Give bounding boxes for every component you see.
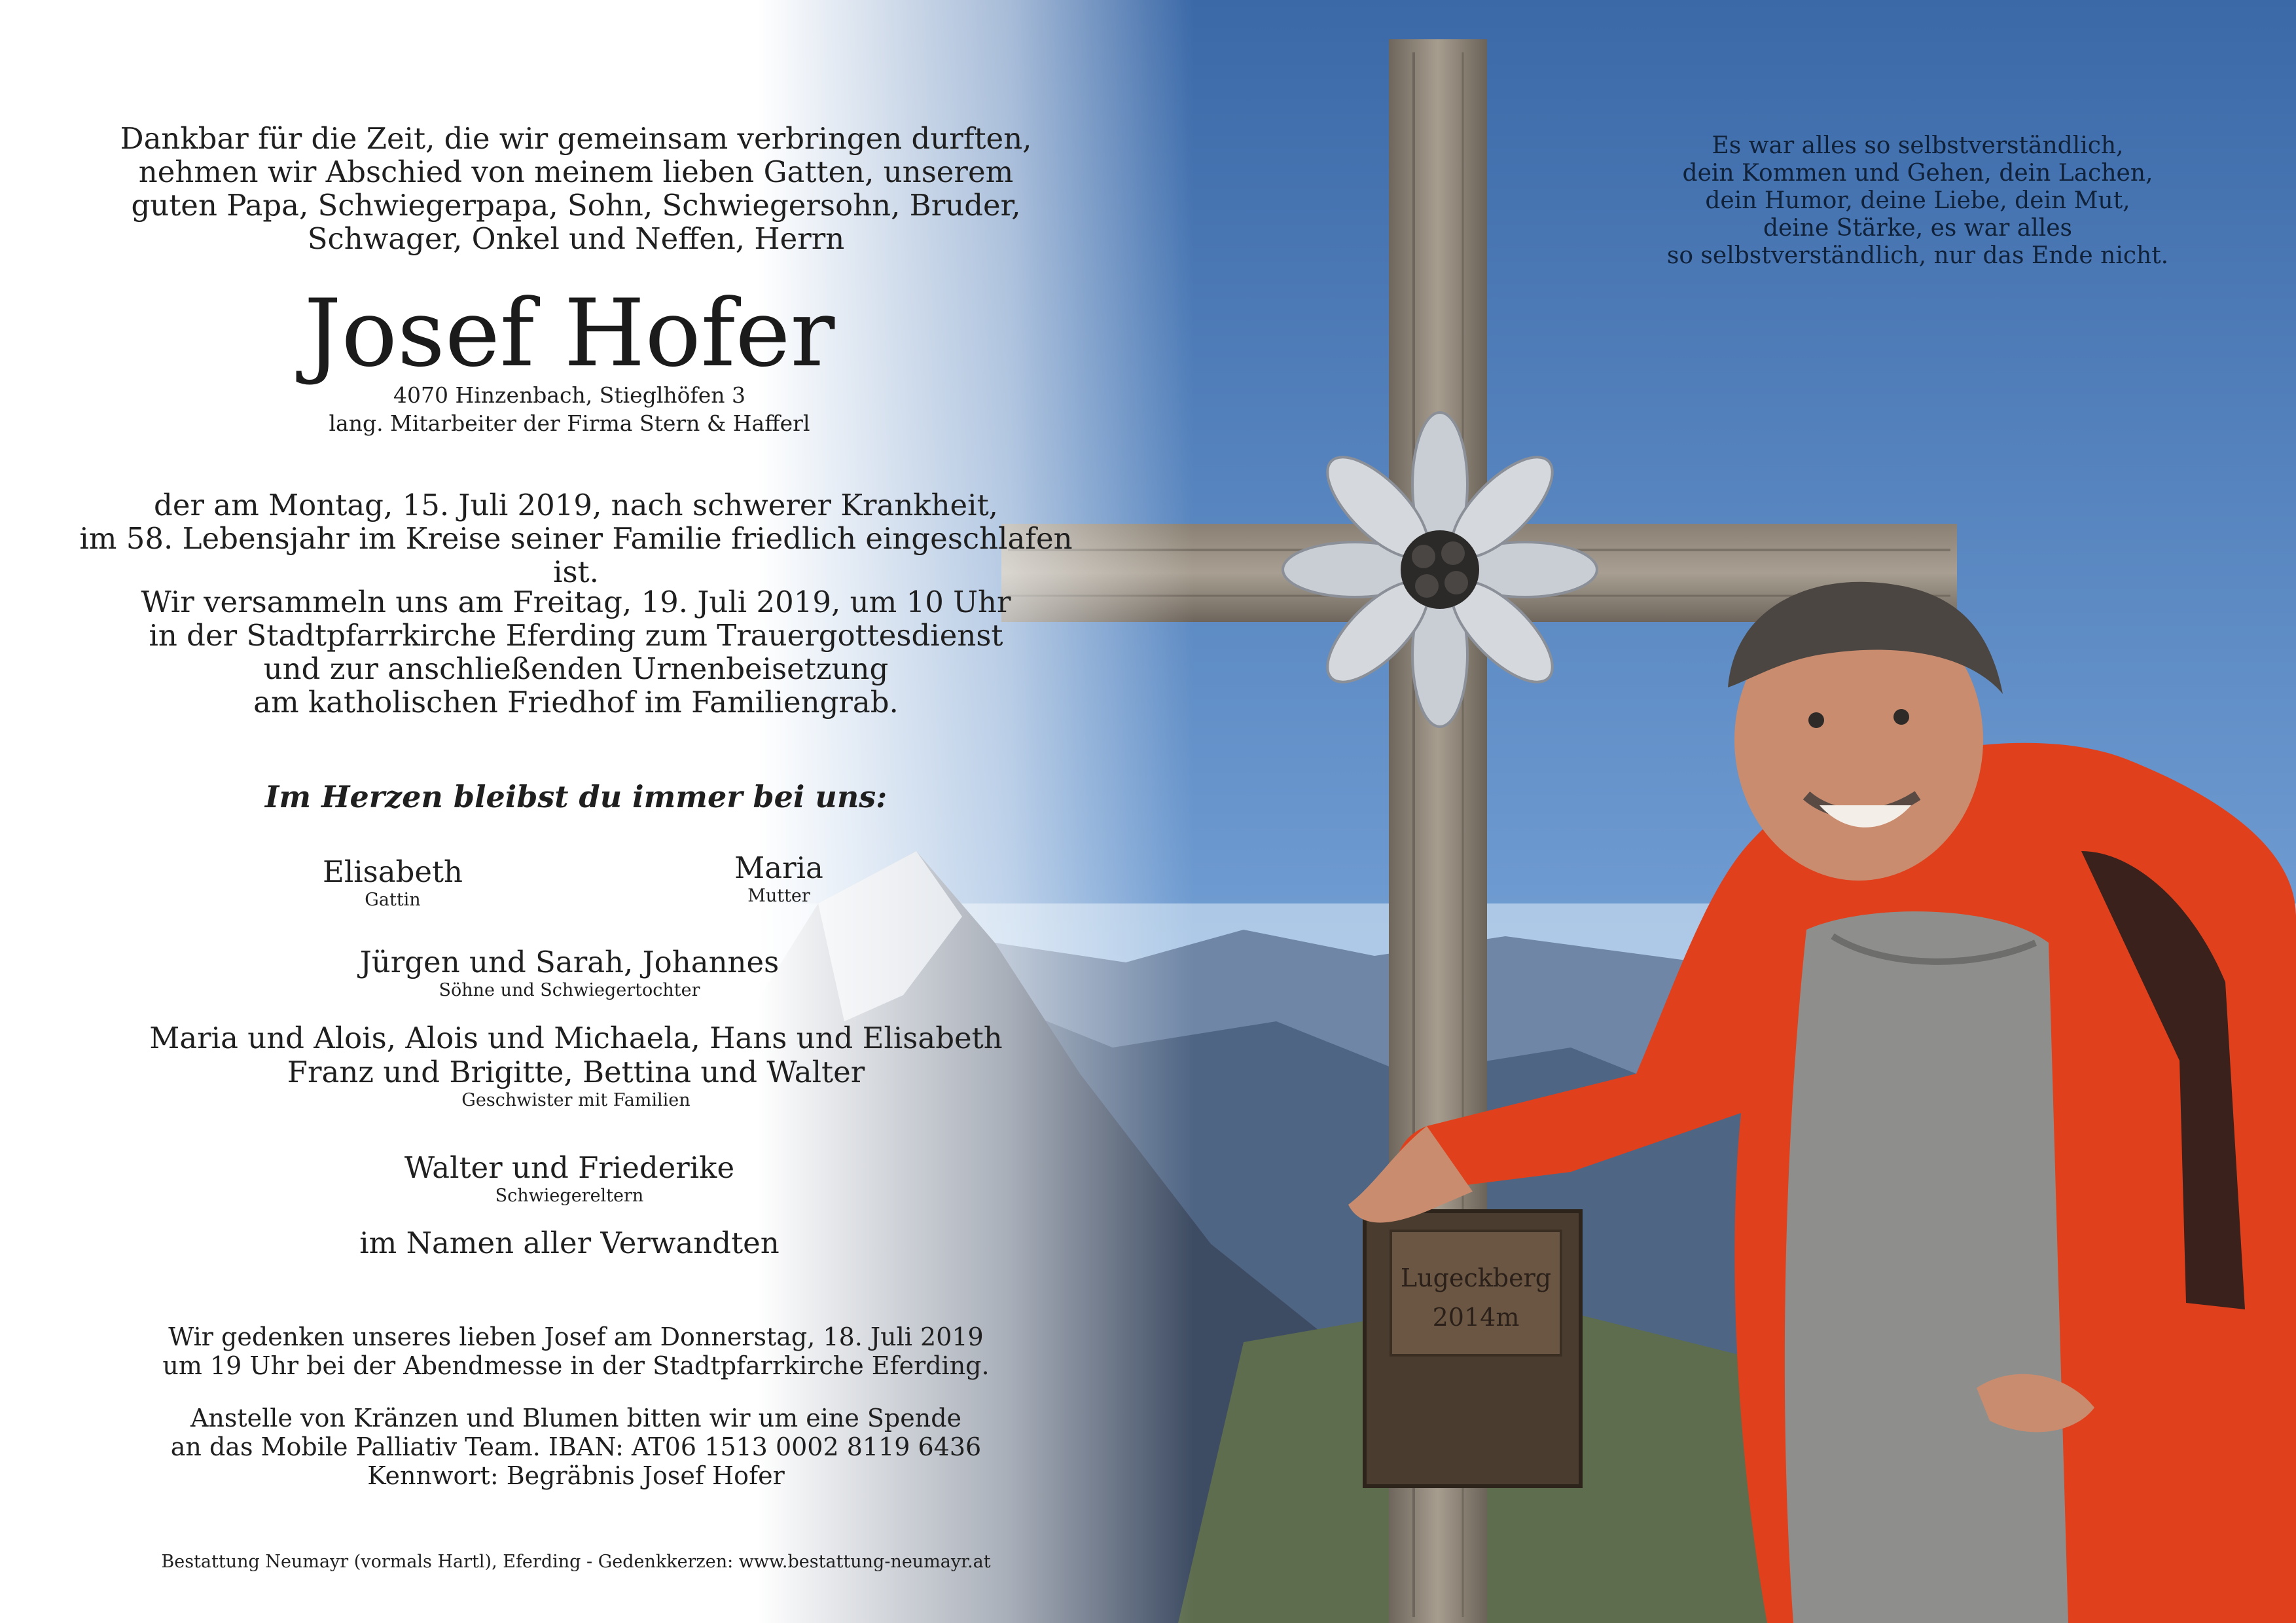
family-siblings [79, 1021, 1073, 1111]
quote-line: dein Humor, deine Liebe, dein Mut, [1705, 187, 2130, 214]
intro-text [79, 122, 1073, 255]
family-mother-role: Mutter [747, 886, 810, 906]
funeral-info [79, 585, 1073, 719]
family-siblings-line: Franz und Brigitte, Bettina und Walter [287, 1055, 865, 1089]
family-siblings-line: Maria und Alois, Alois und Michaela, Hans und Elisabeth [149, 1021, 1003, 1055]
intro-line: Schwager, Onkel und Neffen, Herrn [307, 221, 845, 256]
family-in-laws-names: Walter und Friederike [404, 1150, 735, 1185]
family-wife [262, 855, 524, 911]
funeral-line: in der Stadtpfarrkirche Eferding zum Trauergottesdienst [149, 618, 1003, 653]
family-mother-name: Maria [734, 850, 823, 885]
funeral-line: Wir versammeln uns am Freitag, 19. Juli 2019, um 10 Uhr [141, 585, 1011, 619]
family-children-role: Söhne und Schwiegertochter [439, 980, 700, 1000]
intro-line: guten Papa, Schwiegerpapa, Sohn, Schwiegersohn, Bruder, [131, 188, 1021, 223]
family-siblings-role: Geschwister mit Familien [461, 1090, 691, 1110]
donation-line: Anstelle von Kränzen und Blumen bitten wir um eine Spende [190, 1404, 962, 1432]
family-wife-role: Gattin [365, 890, 421, 910]
family-wife-name: Elisabeth [322, 854, 463, 889]
deceased-name: Josef Hofer [304, 280, 835, 388]
deceased-address: 4070 Hinzenbach, Stieglhöfen 3 [393, 382, 745, 408]
quote-line: so selbstverständlich, nur das Ende nicht. [1666, 242, 2169, 269]
donation-line: Kennwort: Begräbnis Josef Hofer [367, 1461, 785, 1490]
memorial-line: um 19 Uhr bei der Abendmesse in der Stadtpfarrkirche Eferding. [162, 1351, 990, 1380]
family-in-laws-role: Schwiegereltern [495, 1186, 644, 1206]
funeral-line: am katholischen Friedhof im Familiengrab. [253, 685, 899, 720]
death-notice-line: der am Montag, 15. Juli 2019, nach schwerer Krankheit, [154, 488, 998, 522]
funeral-line: und zur anschließenden Urnenbeisetzung [263, 651, 889, 686]
family-mother [648, 851, 910, 907]
family-children-names: Jürgen und Sarah, Johannes [359, 945, 780, 979]
death-notice-line: im 58. Lebensjahr im Kreise seiner Familie friedlich eingeschlafen ist. [79, 521, 1073, 589]
memorial-mass [105, 1322, 1047, 1380]
quote-line: dein Kommen und Gehen, dein Lachen, [1682, 160, 2153, 187]
intro-line: nehmen wir Abschied von meinem lieben Gatten, unserem [138, 155, 1014, 189]
donation-request [105, 1404, 1047, 1490]
deceased-occupation: lang. Mitarbeiter der Firma Stern & Hafferl [329, 410, 810, 436]
closing-line: im Namen aller Verwandten [359, 1226, 780, 1260]
intro-line: Dankbar für die Zeit, die wir gemeinsam verbringen durften, [120, 121, 1032, 156]
deceased-details [196, 381, 942, 437]
family-in-laws [196, 1151, 942, 1207]
family-children [196, 945, 942, 1001]
quote-line: Es war alles so selbstverständlich, [1712, 132, 2124, 159]
funeral-home-footer: Bestattung Neumayr (vormals Hartl), Eferding - Gedenkkerzen: www.bestattung-neumayr.at [161, 1552, 991, 1572]
donation-line: an das Mobile Palliativ Team. IBAN: AT06 1513 0002 8119 6436 [170, 1432, 982, 1461]
death-notice [52, 488, 1100, 589]
memorial-quote [1584, 132, 2251, 270]
quote-line: deine Stärke, es war alles [1763, 215, 2073, 242]
memorial-line: Wir gedenken unseres lieben Josef am Donnerstag, 18. Juli 2019 [168, 1322, 984, 1351]
mourners-heading: Im Herzen bleibst du immer bei uns: [264, 779, 888, 814]
